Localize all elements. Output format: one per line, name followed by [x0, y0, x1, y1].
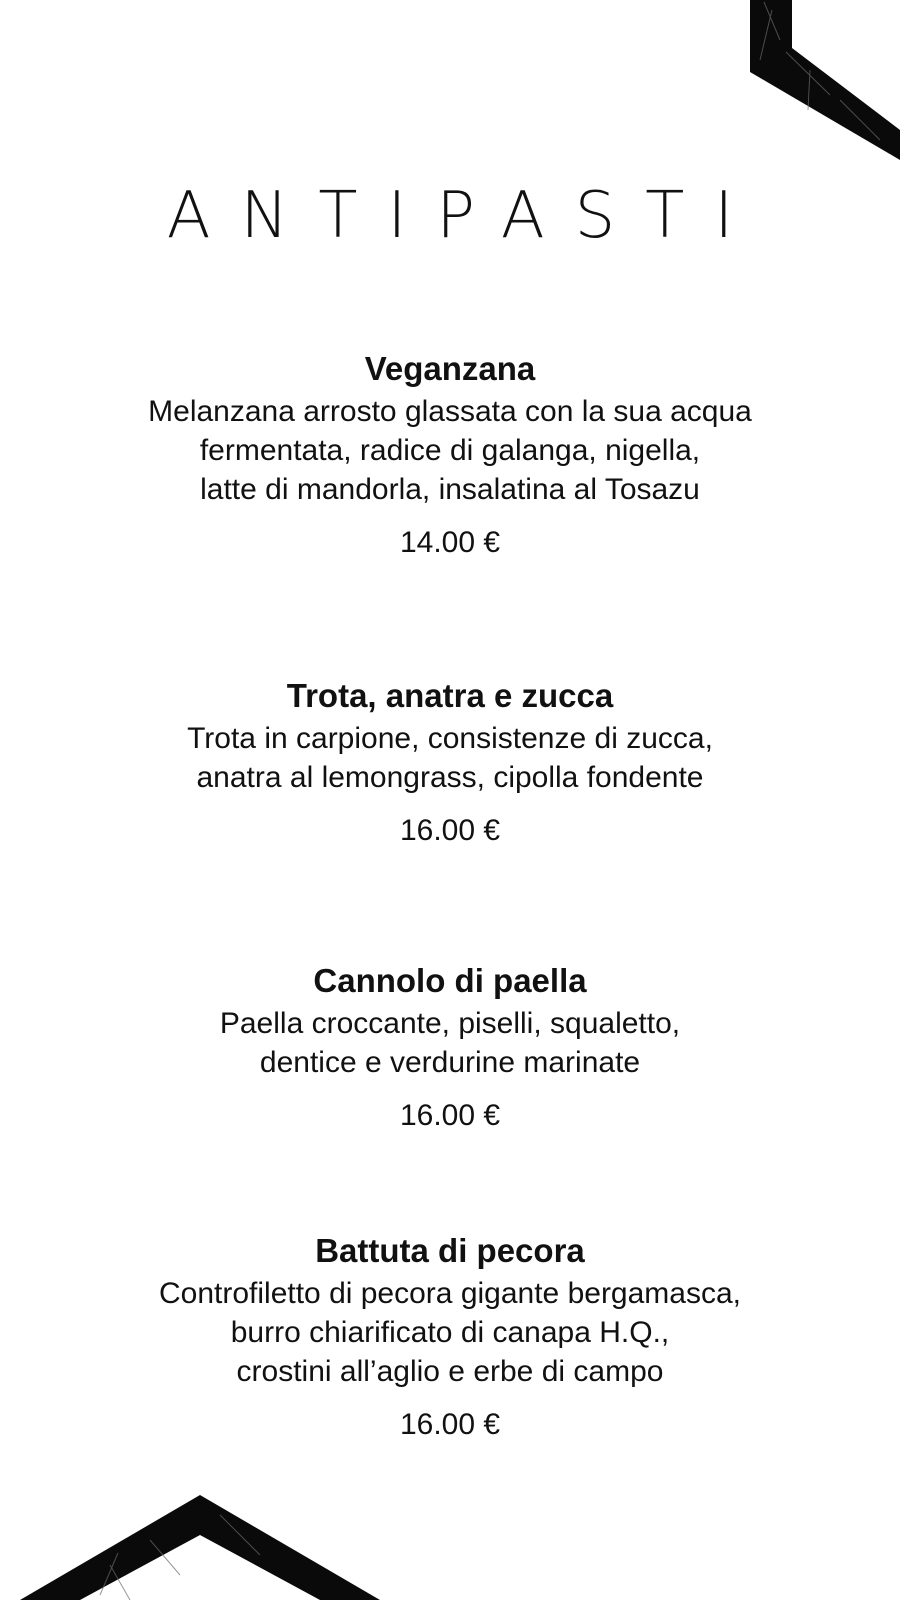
dish-description-line: Melanzana arrosto glassata con la sua acqua [148, 395, 752, 428]
dish-description-line: latte di mandorla, insalatina al Tosazu [200, 473, 700, 506]
dish-price: 14.00 € [399, 526, 501, 559]
dish-description [0, 1274, 900, 1391]
dish-name: Battuta di pecora [315, 1232, 585, 1269]
dish-price: 16.00 € [399, 1408, 501, 1441]
dish-description-line: anatra al lemongrass, cipolla fondente [196, 761, 704, 794]
dish-item [0, 675, 900, 851]
dish-item [0, 960, 900, 1136]
menu-section-title: ANTIPASTI [166, 178, 764, 253]
dish-description [0, 719, 900, 797]
dish-description-line: fermentata, radice di galanga, nigella, [199, 434, 701, 467]
dish-name: Cannolo di paella [313, 962, 587, 999]
dish-item [0, 348, 900, 563]
dish-description [0, 392, 900, 509]
dish-description-line: crostini all’aglio e erbe di campo [236, 1355, 664, 1388]
dish-name: Trota, anatra e zucca [286, 677, 614, 714]
dish-description-line: Paella croccante, piselli, squaletto, [219, 1007, 681, 1040]
marble-chevron-bottom-decoration [20, 1495, 380, 1600]
dish-description [0, 1004, 900, 1082]
dish-name: Veganzana [364, 350, 536, 387]
dish-description-line: burro chiarificato di canapa H.Q., [230, 1316, 670, 1349]
dish-description-line: Trota in carpione, consistenze di zucca, [187, 722, 713, 755]
dish-price: 16.00 € [399, 814, 501, 847]
dish-price: 16.00 € [399, 1099, 501, 1132]
dish-description-line: Controfiletto di pecora gigante bergamasca, [158, 1277, 741, 1310]
dish-description-line: dentice e verdurine marinate [259, 1046, 641, 1079]
marble-chevron-top-decoration [750, 0, 900, 160]
dish-item [0, 1230, 900, 1445]
